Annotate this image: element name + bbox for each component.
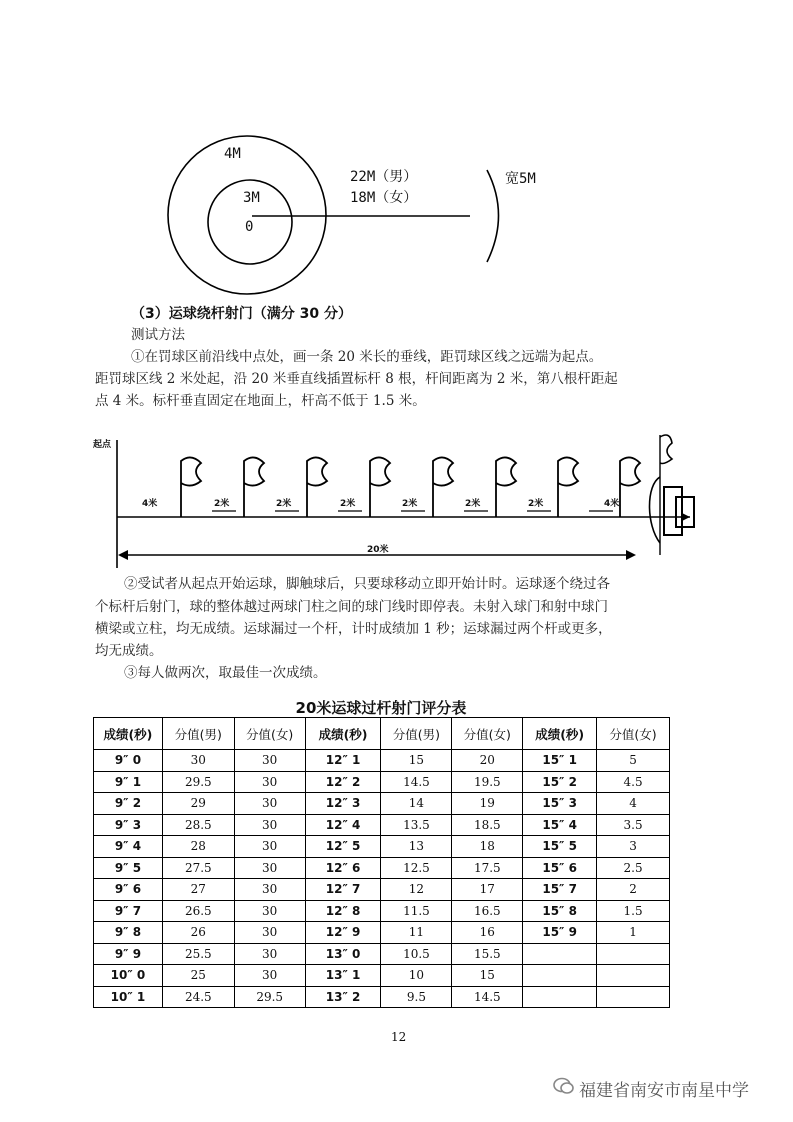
table-cell: 30 [234,943,305,965]
table-cell: 9″ 3 [94,814,163,836]
last-gap-label: 4米 [604,499,620,509]
table-cell: 13″ 0 [305,943,381,965]
table-cell: 9″ 2 [94,793,163,815]
table-cell: 30 [234,922,305,944]
table-cell: 15″ 6 [523,857,597,879]
table-cell: 9″ 6 [94,879,163,901]
table-cell: 4 [597,793,670,815]
table-cell: 11.5 [381,900,452,922]
step2-line3: 横梁或立柱，均无成绩。运球漏过一个杆，计时成绩加 1 秒；运球漏过两个杆或更多， [95,621,612,637]
header-cell: 成绩(秒) [94,718,163,750]
watermark-text: 福建省南安市南星中学 [579,1081,749,1101]
flag-pole-5 [433,457,453,517]
flag-pole-2 [244,457,264,517]
gap-label-4: 2米 [402,499,418,509]
table-row [94,836,670,858]
wechat-icon [552,1075,576,1097]
step2-line4: 均无成绩。 [95,643,163,659]
table-cell: 12 [381,879,452,901]
outer-circle [168,136,326,294]
table-cell [597,965,670,987]
table-cell: 30 [234,771,305,793]
flag-pole-1 [181,457,201,517]
table-cell: 29.5 [162,771,234,793]
table-cell: 13.5 [381,814,452,836]
table-cell: 15″ 3 [523,793,597,815]
table-cell: 10.5 [381,943,452,965]
table-cell: 18 [452,836,523,858]
table-cell: 9″ 0 [94,750,163,772]
outer-circle-label: 4M [224,146,241,162]
table-cell [523,965,597,987]
table-cell [597,986,670,1008]
table-cell: 9″ 9 [94,943,163,965]
center-label: 0 [245,219,254,235]
first-gap-label: 4米 [142,499,158,509]
gap-label-6: 2米 [528,499,544,509]
table-cell: 28.5 [162,814,234,836]
table-cell: 19.5 [452,771,523,793]
gap-label-1: 2米 [214,499,230,509]
table-cell: 30 [234,750,305,772]
table-cell: 15″ 8 [523,900,597,922]
flag-course-diagram [0,425,793,575]
table-cell: 27 [162,879,234,901]
table-cell: 15″ 5 [523,836,597,858]
table-cell: 12″ 3 [305,793,381,815]
table-cell: 15″ 1 [523,750,597,772]
header-cell: 分值(男) [381,718,452,750]
gap-label-2: 2米 [276,499,292,509]
step1-line1: ①在罚球区前沿线中点处，画一条 20 米长的垂线，距罚球区线之远端为起点。 [131,349,603,365]
table-cell [597,943,670,965]
table-cell: 30 [234,793,305,815]
start-label: 起点 [93,440,112,450]
page-number: 12 [391,1030,407,1044]
table-cell: 26 [162,922,234,944]
table-cell: 28 [162,836,234,858]
table-cell: 9.5 [381,986,452,1008]
table-cell: 12″ 1 [305,750,381,772]
table-cell: 14.5 [452,986,523,1008]
table-cell: 9″ 1 [94,771,163,793]
table-cell: 12″ 8 [305,900,381,922]
gap-label-3: 2米 [340,499,356,509]
table-row [94,965,670,987]
table-row [94,879,670,901]
table-cell: 12″ 9 [305,922,381,944]
table-cell: 30 [234,836,305,858]
step2-line2: 个标杆后射门，球的整体越过两球门柱之间的球门线时即停表。未射入球门和射中球门 [95,599,608,615]
table-cell [523,943,597,965]
table-cell: 1 [597,922,670,944]
table-cell: 25.5 [162,943,234,965]
table-cell: 15″ 7 [523,879,597,901]
flag-pole-3 [307,457,327,517]
table-cell: 1.5 [597,900,670,922]
table-cell: 3.5 [597,814,670,836]
table-cell: 15.5 [452,943,523,965]
table-cell: 10″ 1 [94,986,163,1008]
table-cell: 16.5 [452,900,523,922]
table-cell: 20 [452,750,523,772]
goal-icon [650,435,695,555]
goal-width-label: 宽5M [505,171,536,187]
table-cell: 5 [597,750,670,772]
step3: ③每人做两次，取最佳一次成绩。 [124,665,327,681]
flag-pole-6 [496,457,516,517]
ground-arrow [682,513,690,521]
table-cell: 30 [162,750,234,772]
header-cell: 分值(女) [234,718,305,750]
table-cell: 19 [452,793,523,815]
table-cell: 25 [162,965,234,987]
table-body [94,750,670,1008]
table-cell: 10″ 0 [94,965,163,987]
table-cell [523,986,597,1008]
table-cell: 12.5 [381,857,452,879]
table-cell: 15 [381,750,452,772]
total-distance-label: 20米 [367,545,389,555]
table-cell: 26.5 [162,900,234,922]
flag-pole-7 [558,457,578,517]
header-cell: 分值(女) [452,718,523,750]
table-cell: 12″ 5 [305,836,381,858]
table-cell: 30 [234,857,305,879]
table-row [94,922,670,944]
step1-line3: 点 4 米。标杆垂直固定在地面上，杆高不低于 1.5 米。 [95,393,426,409]
step2-line1: ②受试者从起点开始运球，脚触球后，只要球移动立即开始计时。运球逐个绕过各 [124,576,610,592]
table-cell: 15″ 2 [523,771,597,793]
step1-line2: 距罚球区线 2 米处起，沿 20 米垂直线插置标杆 8 根，杆间距离为 2 米，第八根杆距起 [95,371,618,387]
table-cell: 9″ 5 [94,857,163,879]
table-cell: 30 [234,879,305,901]
table-cell: 30 [234,814,305,836]
table-cell: 11 [381,922,452,944]
total-arrow-right [626,550,636,560]
table-row [94,900,670,922]
table-cell: 2 [597,879,670,901]
table-row [94,793,670,815]
table-cell: 10 [381,965,452,987]
table-cell: 16 [452,922,523,944]
table-cell: 12″ 6 [305,857,381,879]
table-cell: 9″ 4 [94,836,163,858]
table-cell: 29.5 [234,986,305,1008]
header-cell: 分值(女) [597,718,670,750]
table-row [94,986,670,1008]
table-cell: 3 [597,836,670,858]
table-cell: 18.5 [452,814,523,836]
flag-pole-8 [620,457,640,517]
table-cell: 15″ 9 [523,922,597,944]
table-cell: 24.5 [162,986,234,1008]
method-title: 测试方法 [131,327,185,343]
goal-arc [487,170,499,262]
table-cell: 13″ 2 [305,986,381,1008]
table-cell: 4.5 [597,771,670,793]
table-cell: 30 [234,900,305,922]
table-header-row [94,718,670,750]
gap-label-5: 2米 [465,499,481,509]
flag-pole-4 [370,457,390,517]
table-cell: 29 [162,793,234,815]
table-cell: 15″ 4 [523,814,597,836]
table-cell: 14.5 [381,771,452,793]
table-title: 20米运球过杆射门评分表 [295,699,467,717]
section-heading: （3）运球绕杆射门（满分 30 分） [131,306,352,322]
circle-diagram [0,0,793,300]
table-cell: 12″ 7 [305,879,381,901]
header-cell: 成绩(秒) [523,718,597,750]
total-arrow-left [118,550,128,560]
male-distance-label: 22M（男） [350,169,418,185]
table-cell: 14 [381,793,452,815]
table-row [94,750,670,772]
table-cell: 17 [452,879,523,901]
table-cell: 12″ 4 [305,814,381,836]
table-cell: 13″ 1 [305,965,381,987]
table-row [94,771,670,793]
table-cell: 13 [381,836,452,858]
table-cell: 2.5 [597,857,670,879]
inner-circle-label: 3M [243,190,260,206]
table-row [94,814,670,836]
female-distance-label: 18M（女） [350,190,418,206]
table-cell: 15 [452,965,523,987]
header-cell: 成绩(秒) [305,718,381,750]
header-cell: 分值(男) [162,718,234,750]
table-cell: 12″ 2 [305,771,381,793]
table-row [94,943,670,965]
table-cell: 9″ 8 [94,922,163,944]
table-cell: 17.5 [452,857,523,879]
table-cell: 9″ 7 [94,900,163,922]
table-row [94,857,670,879]
table-cell: 27.5 [162,857,234,879]
table-cell: 30 [234,965,305,987]
score-table [93,717,670,1008]
